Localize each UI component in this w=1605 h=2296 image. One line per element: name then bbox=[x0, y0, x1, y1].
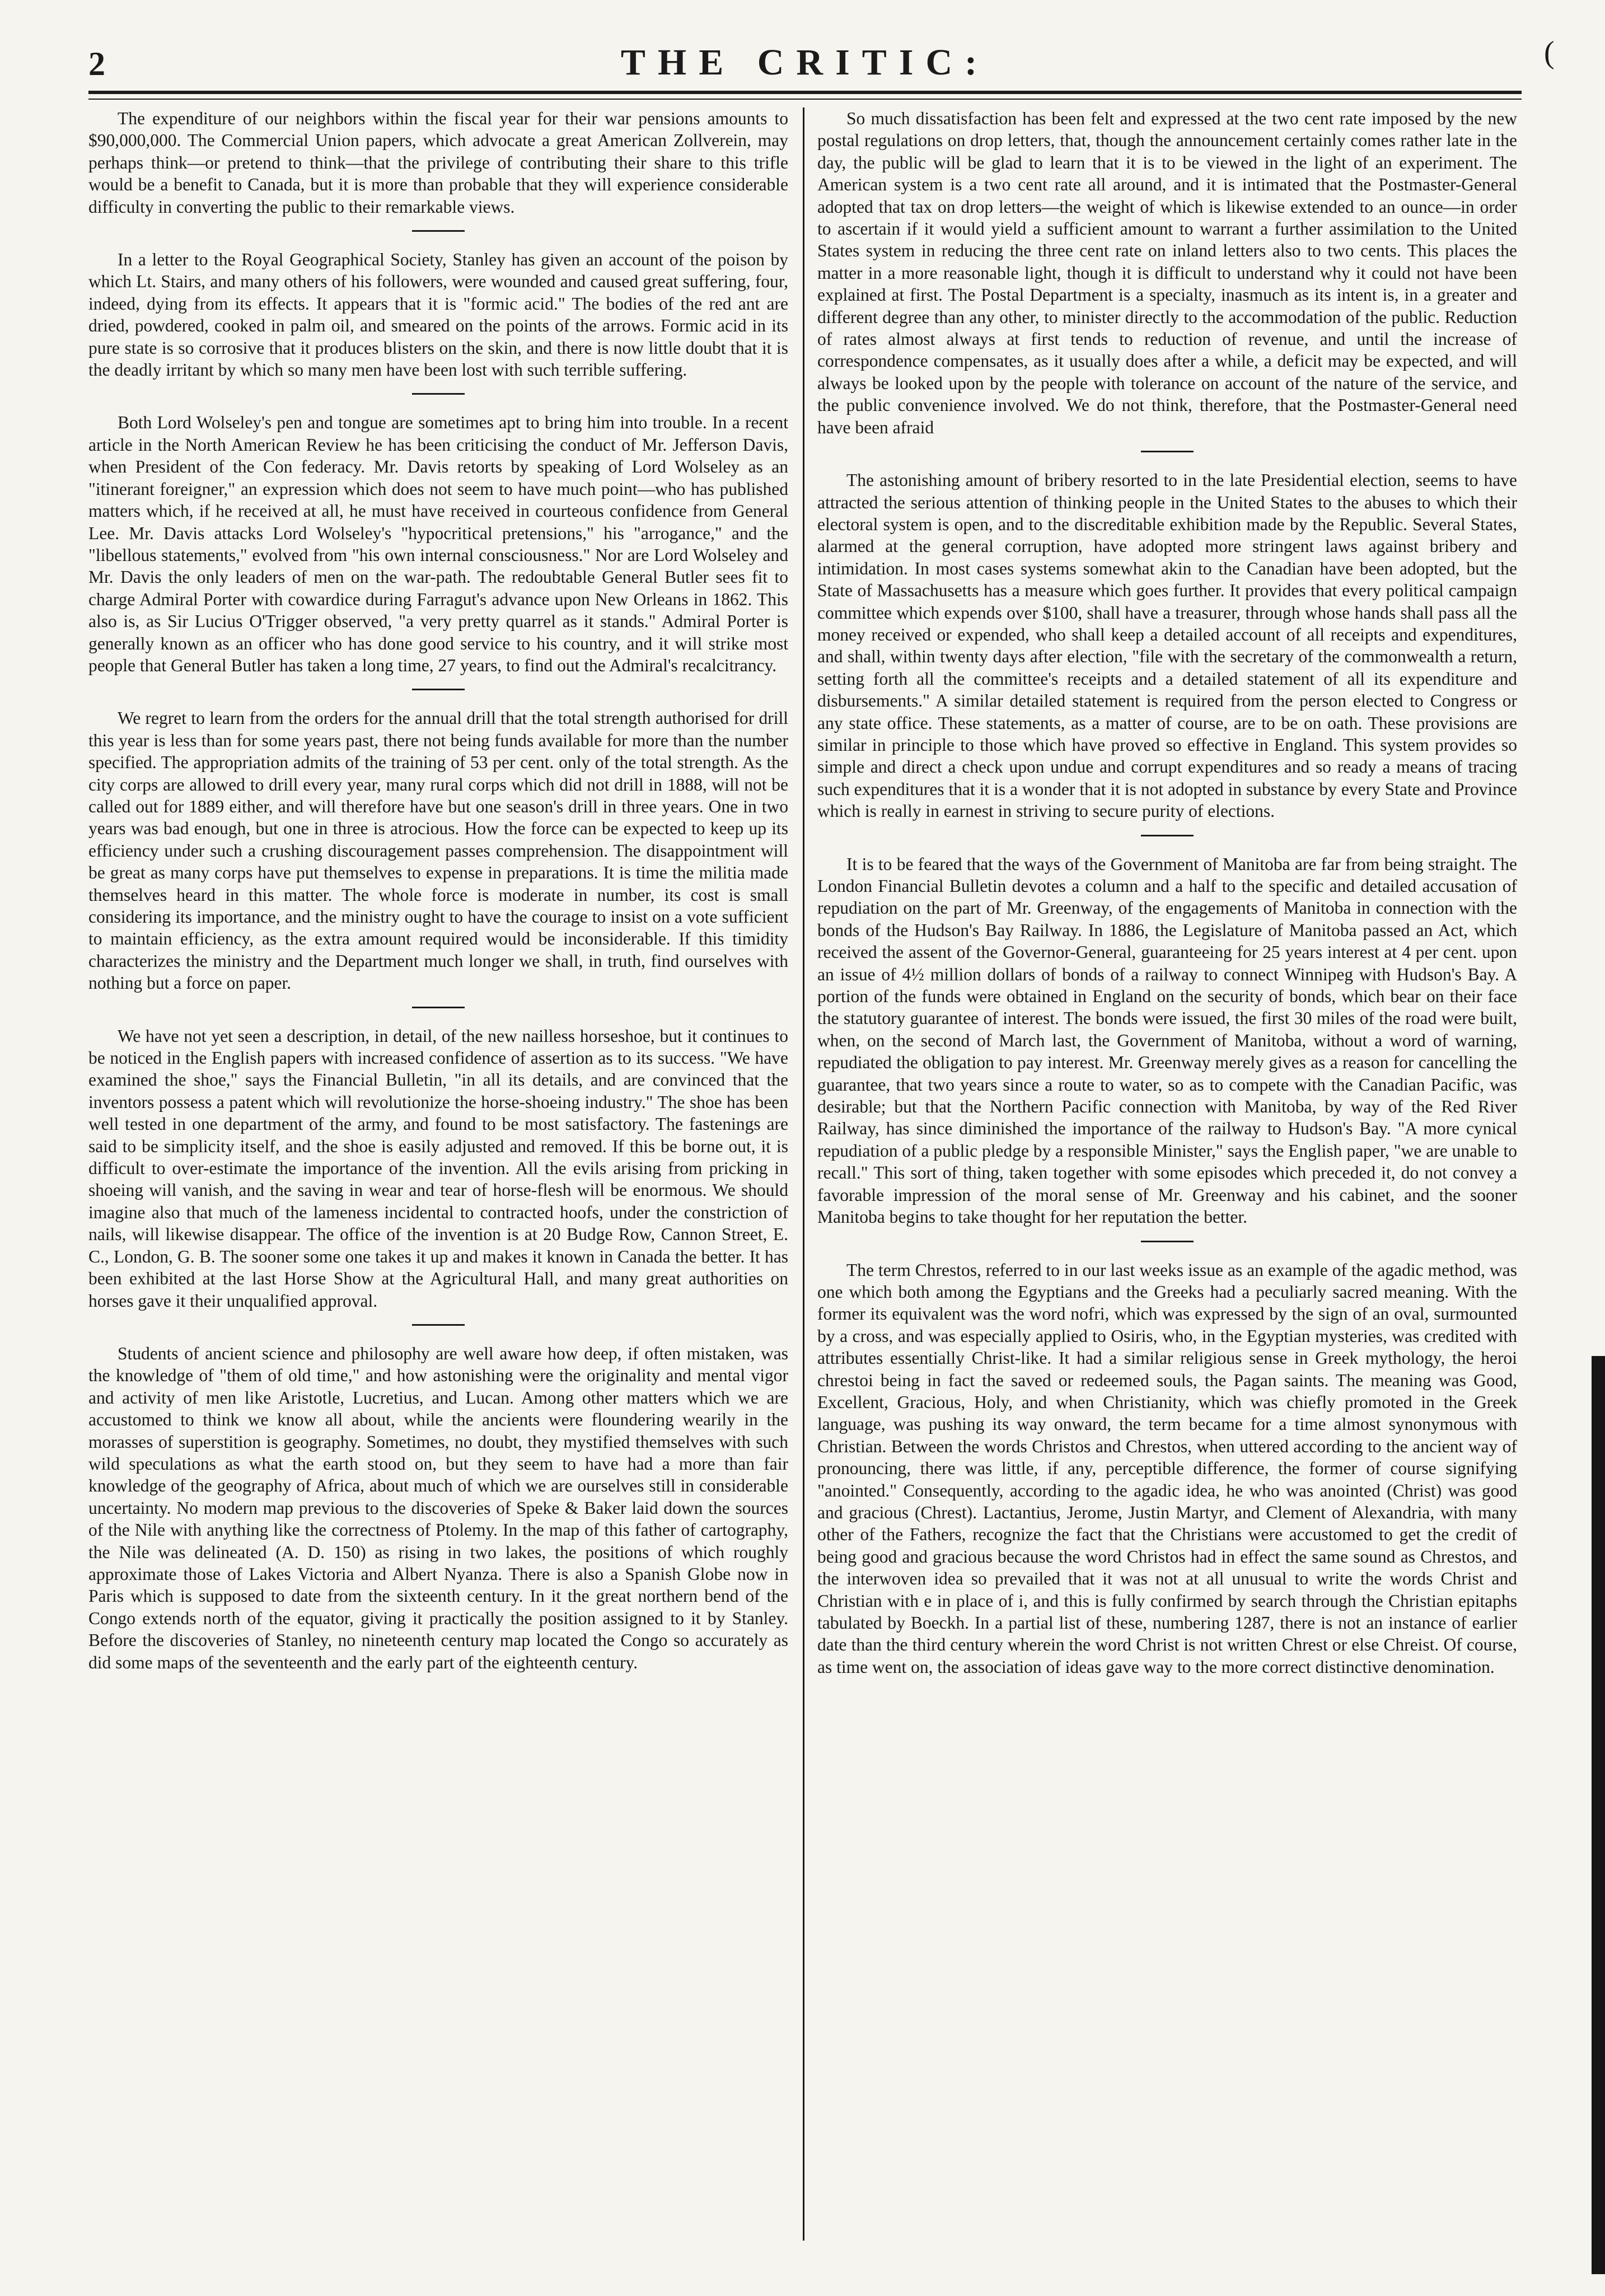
article-separator bbox=[412, 1007, 465, 1008]
article-separator bbox=[412, 689, 465, 690]
article-separator bbox=[1141, 1241, 1194, 1242]
column-divider bbox=[803, 107, 804, 2241]
article-separator bbox=[1141, 451, 1194, 452]
article-separator bbox=[412, 393, 465, 395]
article-war-pensions: The expenditure of our neighbors within the fiscal year for their war pensions amounts to $90,000,000. The Commercial Union papers, which advocate a great American Zollverein, may perhaps think—or pretend to think—that the privilege of contributing their share to this trifle would be a benefit to Canada, but it is more than probable that they will experience considerable difficulty in converting the public to their remarkable views. bbox=[88, 109, 788, 217]
masthead-title: THE CRITIC: bbox=[620, 42, 990, 83]
article-nailless-horseshoe: We have not yet seen a description, in detail, of the new nailless horseshoe, but it continues to be noticed in the English papers with increased confidence of assertion as to its success. "We have examined the shoe," says the Financial Bulletin, "in all its details, and are convinced that the inventors possess a patent which will revolutionize the horse-shoeing industry." The shoe has been well tested in one department of the army, and found to be most satisfactory. The fastenings are said to be simplicity itself, and the shoe is easily adjusted and removed. If this be borne out, it is difficult to over-estimate the importance of the invention. All the evils arising from pricking in shoeing will vanish, and the saving in wear and tear of horse-flesh will be enormous. We should imagine also that much of the lameness incidental to contracted hoofs, under the constriction of nails, will likewise disappear. The office of the invention is at 20 Budge Row, Cannon Street, E. C., London, G. B. The sooner some one takes it up and makes it known in Canada the better. It has been exhibited at the last Horse Show at the Agricultural Hall, and many great authorities on horses gave it their unqualified approval. bbox=[88, 1026, 788, 1311]
article-chrestos: The term Chrestos, referred to in our last weeks issue as an example of the agadic method, was one which both among the Egyptians and the Greeks had a peculiarly sacred meaning. With the former its equivalent was the word nofri, which was expressed by the sign of an oval, surmounted by a cross, and was especially applied to Osiris, who, in the Egyptian mysteries, was credited with attributes essentially Christ-like. It had a similar religious sense in Greek mythology, the heroi chrestoi being in fact the saved or redeemed souls, the Pagan saints. The meaning was Good, Excellent, Gracious, Holy, and when Christianity, which was chiefly promoted in the Greek language, was pushing its way onward, the term became for a time almost synonymous with Christian. Between the words Christos and Chrestos, when uttered according to the ancient way of pronouncing, there was little, if any, perceptible difference, the former of course signifying "anointed." Consequently, according to the agadic idea, he who was anointed (Christ) was good and gracious (Chrest). Lactantius, Jerome, Justin Martyr, and Clement of Alexandria, with many other of the Fathers, recognize the fact that the Christians were accustomed to get the credit of being good and gracious because the word Christos had in effect the same sound as Chrestos, and the interwoven idea so prevailed that it was not at all unusual to write the words Christ and Christian with e in place of i, and this is fully confirmed by search through the Christian epitaphs tabulated by Boeckh. In a partial list of these, numbering 1287, there is not an instance of earlier date than the third century wherein the word Christ is not written Chrest or else Chreist. Of course, as time went on, the association of ideas gave way to the more correct distinctive denomination. bbox=[817, 1260, 1517, 1677]
header-rule-thick bbox=[88, 91, 1522, 94]
corner-mark: ( bbox=[1544, 35, 1555, 70]
page-header bbox=[88, 35, 1522, 96]
article-ancient-geography: Students of ancient science and philosophy are well aware how deep, if often mistaken, was the knowledge of "them of old time," and how astonishing were the originality and mental vigor and activity of men like Aristotle, Lucretius, and Lucan. Among other matters which we are accustomed to think we know all about, while the ancients were floundering wearily in the morasses of superstition is geography. Sometimes, no doubt, they mystified themselves with such wild speculations as what the earth stood on, but they seem to have had a more than fair knowledge of the geography of Africa, about much of which we are ourselves still in considerable uncertainty. No modern map previous to the discoveries of Speke & Baker laid down the sources of the Nile with anything like the correctness of Ptolemy. In the map of this father of cartography, the Nile was delineated (A. D. 150) as rising in two lakes, the positions of which roughly approximate those of Lakes Victoria and Albert Nyanza. There is also a Spanish Globe now in Paris which is supposed to date from the sixteenth century. In it the great northern bend of the Congo extends north of the equator, giving it practically the position assigned to it by Stanley. Before the discoveries of Stanley, no nineteenth century map located the Congo so accurately as did some maps of the seventeenth and the early part of the eighteenth century. bbox=[88, 1343, 788, 1672]
article-separator bbox=[412, 1324, 465, 1326]
article-manitoba: It is to be feared that the ways of the Government of Manitoba are far from being straight. The London Financial Bulletin devotes a column and a half to the specific and detailed accusation of repudiation on the part of Mr. Greenway, of the engagements of Manitoba in connection with the bonds of the Hudson's Bay Railway. In 1886, the Legislature of Manitoba passed an Act, which received the assent of the Governor-General, guaranteeing for 25 years interest at 4 per cent. upon an issue of 4½ million dollars of bonds of a railway to connect Winnipeg with Hudson's Bay. A portion of the funds were obtained in England on the security of bonds, which bear on their face the statutory guarantee of interest. The bonds were issued, the first 30 miles of the road were built, when, on the second of March last, the Government of Manitoba, without a word of warning, repudiated the obligation to pay interest. Mr. Greenway merely gives as a reason for cancelling the guarantee, that two years since a route to water, so as to compete with the Canadian Pacific, was desirable; but that the Northern Pacific connection with Manitoba, by way of the Red River Railway, has since diminished the importance of the railway to Hudson's Bay. "A more cynical repudiation of a public pledge by a responsible Minister," says the English paper, "we are unable to recall." This sort of thing, taken together with some episodes which preceded it, do not convey a favorable impression of the moral sense of Mr. Greenway and his cabinet, and the sooner Manitoba begins to take thought for her reputation the better. bbox=[817, 854, 1517, 1227]
article-wolseley: Both Lord Wolseley's pen and tongue are sometimes apt to bring him into trouble. In a recent article in the North American Review he has been criticising the conduct of Mr. Jefferson Davis, when President of the Con federacy. Mr. Davis retorts by speaking of Lord Wolseley as an "itinerant foreigner," an expression which does not seem to have much point—who has published matters which, if he received at all, he must have received in courteous confidence from General Lee. Mr. Davis attacks Lord Wolseley's "hypocritical pretensions," his "arrogance," and the "libellous statements," evolved from "his own internal consciousness." Nor are Lord Wolseley and Mr. Davis the only leaders of men on the war-path. The redoubtable General Butler sees fit to charge Admiral Porter with cowardice during Farragut's advance upon New Orleans in 1862. This also is, as Sir Lucius O'Trigger observed, "a very pretty quarrel as it stands." Admiral Porter is generally known as an officer who has done good service to his country, and it will strike most people that General Butler has taken a long time, 27 years, to find out the Admiral's recalcitrancy. bbox=[88, 413, 788, 675]
article-annual-drill: We regret to learn from the orders for the annual drill that the total strength authorised for drill this year is less than for some years past, there not being funds available for more than the number specified. The appropriation admits of the training of 53 per cent. only of the total strength. As the city corps are allowed to drill every year, many rural corps which did not drill in 1888, will not be called out for 1889 either, and will therefore have but one season's drill in three years. One in two years was bad enough, but one in three is atrocious. How the force can be expected to keep up its efficiency under such a crushing discouragement passes comprehension. The disappointment will be great as many corps have put themselves to expense in preparations. It is time the militia made themselves heard in this matter. The whole force is moderate in number, its cost is small considering its importance, and the ministry ought to have the courage to insist on a vote sufficient to maintain efficiency, as the extra amount required would be inconsiderable. If this timidity characterizes the ministry and the Department much longer we shall, in truth, find ourselves with nothing but a force on paper. bbox=[88, 708, 788, 993]
left-column bbox=[88, 107, 788, 1673]
page-number: 2 bbox=[88, 45, 105, 82]
newspaper-page bbox=[88, 35, 1605, 2269]
article-election-bribery: The astonishing amount of bribery resorted to in the late Presidential election, seems to have attracted the serious attention of thinking people in the United States to the abuses to which their electoral system is open, and to the discreditable exhibition made by the Republic. Several States, alarmed at the general corruption, have adopted more stringent laws against bribery and intimidation. In most cases systems somewhat akin to the Canadian have been adopted, but the State of Massachusetts has a measure which goes further. It provides that every political campaign committee which expends over $100, shall have a treasurer, through whose hands shall pass all the money received or expended, who shall keep a detailed account of all receipts and expenditures, and shall, within twenty days after election, "file with the secretary of the commonwealth a return, setting forth all the committee's receipts and a detailed statement of all its expenditure and disbursements." A similar detailed statement is required from the person elected to Congress or any state office. These statements, as a matter of course, are to be on oath. These provisions are similar in principle to those which have proved so effective in England. This system provides so simple and direct a check upon undue and corrupt expenditures and so ready a means of tracing such expenditures that it is a wonder that it is not adopted in substance by every State and Province which is really in earnest in striving to secure purity of elections. bbox=[817, 470, 1517, 821]
article-separator bbox=[1141, 835, 1194, 836]
header-rule-thin bbox=[88, 99, 1522, 100]
page-edge-shadow bbox=[1592, 1356, 1605, 2274]
right-column bbox=[817, 107, 1517, 1678]
article-separator bbox=[412, 230, 465, 232]
article-stanley-poison: In a letter to the Royal Geographical Society, Stanley has given an account of the poison by which Lt. Stairs, and many others of his followers, were wounded and caused great suffering, four, indeed, dying from its effects. It appears that it is "formic acid." The bodies of the red ant are dried, powdered, cooked in palm oil, and smeared on the points of the arrows. Formic acid in its pure state is so corrosive that it produces blisters on the skin, and there is now little doubt that it is the deadly irritant by which so many men have been lost with such terrible suffering. bbox=[88, 250, 788, 380]
article-postal-rates: So much dissatisfaction has been felt and expressed at the two cent rate imposed by the new postal regulations on drop letters, that, though the announcement certainly comes rather late in the day, the public will be glad to learn that it is to be viewed in the light of an experiment. The American system is a two cent rate all around, and it is intimated that the Postmaster-General adopted that tax on drop letters—the weight of which is likewise extended to an ounce—in order to ascertain if it would yield a sufficient amount to warrant a further assimilation to the United States system in reducing the three cent rate on inland letters also to two cents. This places the matter in a more reasonable light, though it is difficult to understand why it could not have been explained at first. The Postal Department is a specialty, inasmuch as its intent is, in a greater and different degree than any other, to minister directly to the accommodation of the public. Reduction of rates almost always at first tends to reduction of revenue, and until the increase of correspondence compensates, as it usually does after a while, a deficit may be expected, and will always be looked upon by the people with tolerance on account of the nature of the service, and the public convenience involved. We do not think, therefore, that the Postmaster-General need have been afraid bbox=[817, 109, 1517, 437]
